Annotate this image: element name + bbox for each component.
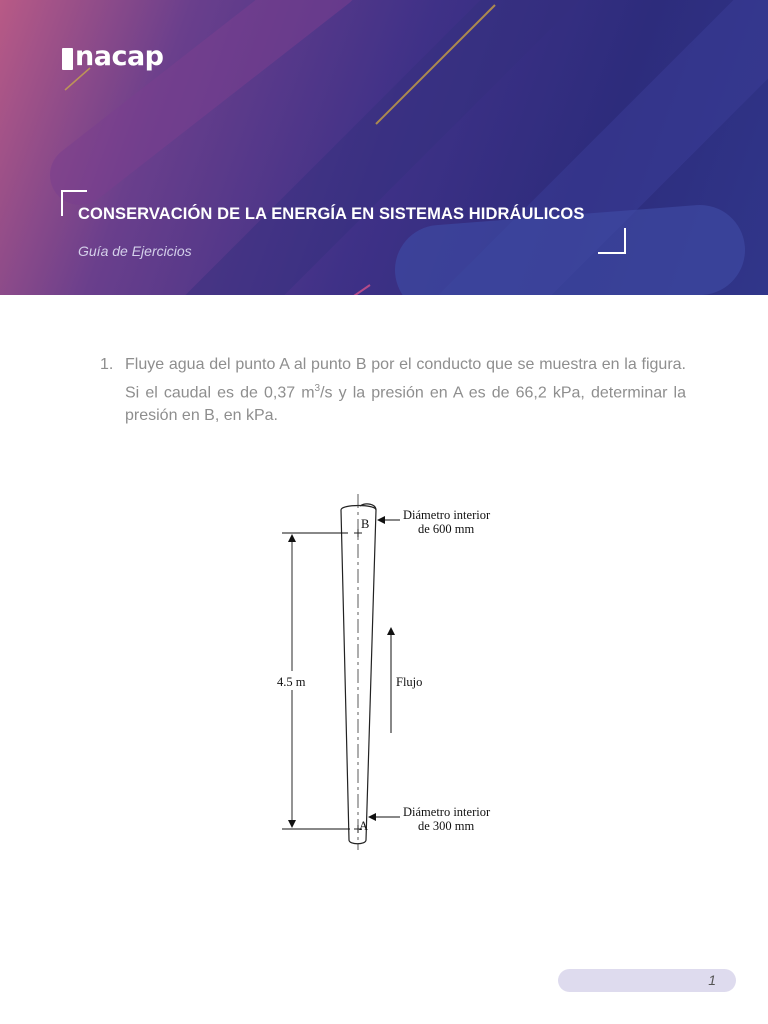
- exercise-text-part1: Fluye agua del punto A al punto B por el conducto que se muestra en la figura. Si el caudal es de 0,37 m: [125, 356, 686, 401]
- diameter-top-line2: de 600 mm: [418, 522, 475, 536]
- diameter-top-line1: Diámetro interior: [403, 508, 491, 522]
- document-subtitle: Guía de Ejercicios: [78, 243, 192, 259]
- page-number-pill: [558, 969, 736, 992]
- flow-label: Flujo: [396, 675, 423, 689]
- length-label: 4.5 m: [277, 675, 306, 689]
- exercise-text-superscript: 3: [314, 382, 321, 394]
- point-b-label: B: [361, 517, 370, 531]
- pipe-figure: [260, 488, 520, 858]
- page-header: [0, 0, 768, 295]
- pipe-outline: [341, 506, 376, 844]
- document-title: CONSERVACIÓN DE LA ENERGÍA EN SISTEMAS HIDRÁULICOS: [78, 205, 585, 223]
- exercise-text-part2: /s y la presión en A es de 66,2 kPa, determinar la presión en B, en kPa.: [125, 383, 686, 425]
- page-number: 1: [708, 972, 716, 988]
- logo-text: nacap: [75, 41, 164, 72]
- point-a-label: A: [359, 819, 369, 833]
- logo-mark-icon: [62, 48, 73, 70]
- diameter-bottom-line2: de 300 mm: [418, 819, 475, 833]
- diameter-bottom-line1: Diámetro interior: [403, 805, 491, 819]
- exercise-number: 1.: [100, 356, 114, 373]
- corner-bracket-bottom-right: [598, 228, 626, 254]
- inacap-logo: [62, 41, 164, 72]
- exercise-text: [125, 353, 686, 428]
- exercise-1: [100, 353, 686, 428]
